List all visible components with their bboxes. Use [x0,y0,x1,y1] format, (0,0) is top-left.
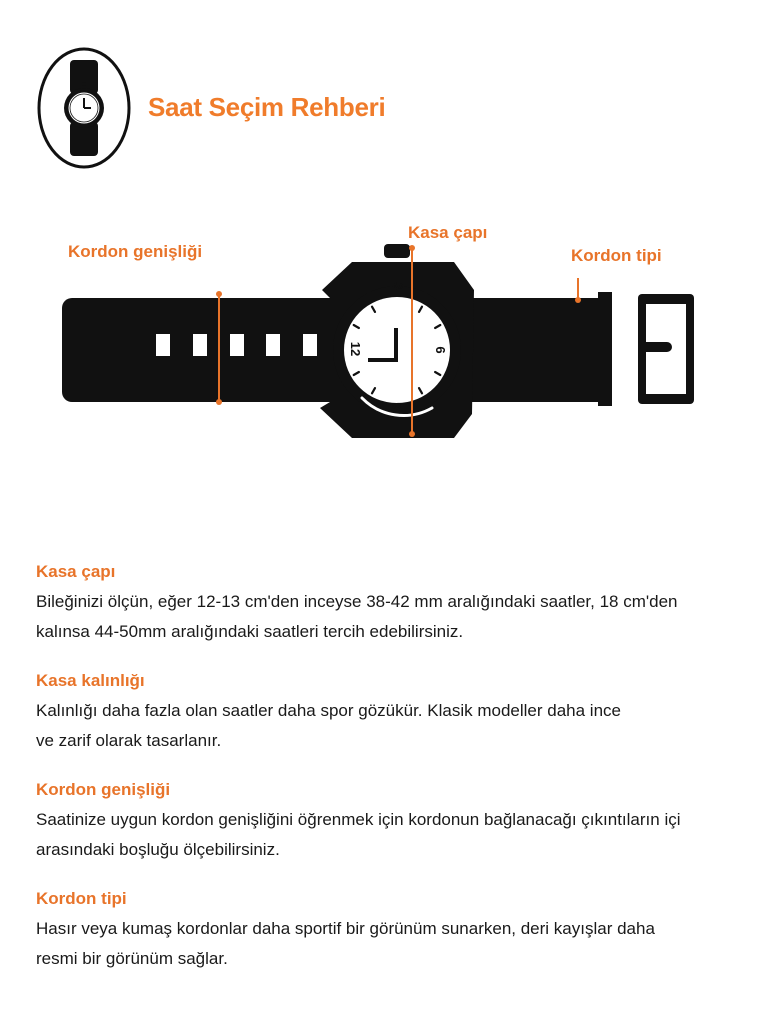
label-band-type: Kordon tipi [571,246,662,265]
section-line: Bileğinizi ölçün, eğer 12-13 cm'den inceyse 38-42 mm aralığındaki saatler, 18 cm'den [36,592,678,611]
section-body [36,805,736,865]
section-body [36,696,736,756]
section-heading: Kordon tipi [36,889,127,908]
right-strap [468,298,602,402]
section-line: Hasır veya kumaş kordonlar daha sportif bir görünüm sunarken, deri kayışlar daha [36,919,655,938]
section-heading: Kasa çapı [36,562,116,581]
section-line: Saatinize uygun kordon genişliğini öğrenmek için kordonun bağlanacağı çıkıntıların içi [36,810,681,829]
watch-diagram [0,210,768,470]
crown [384,244,410,258]
section-case-thickness [36,670,736,756]
section-body [36,587,736,647]
section-line: ve zarif olarak tasarlanır. [36,731,222,750]
section-line: Kalınlığı daha fazla olan saatler daha spor gözükür. Klasik modeller daha ince [36,701,621,720]
section-heading: Kasa kalınlığı [36,671,145,690]
wristwatch-logo-icon [36,46,132,170]
left-strap [62,298,352,402]
section-band-type [36,888,736,974]
buckle [598,292,694,406]
band-type-marker [575,278,581,303]
dial-numeral-9: 9 [389,402,404,410]
label-case-diameter: Kasa çapı [408,223,488,242]
section-case-diameter [36,561,736,647]
section-body [36,914,736,974]
dial-numeral-3: 3 [391,282,406,290]
dial-numeral-12: 12 [348,341,363,357]
section-heading: Kordon genişliği [36,780,171,799]
dial-numeral-6: 6 [433,346,448,354]
section-band-width [36,779,736,865]
section-line: arasındaki boşluğu ölçebilirsiniz. [36,840,280,859]
section-line: resmi bir görünüm sağlar. [36,949,228,968]
section-line: kalınsa 44-50mm aralığındaki saatleri tercih edebilirsiniz. [36,622,464,641]
label-band-width: Kordon genişliği [68,242,203,261]
page-title: Saat Seçim Rehberi [148,92,386,122]
